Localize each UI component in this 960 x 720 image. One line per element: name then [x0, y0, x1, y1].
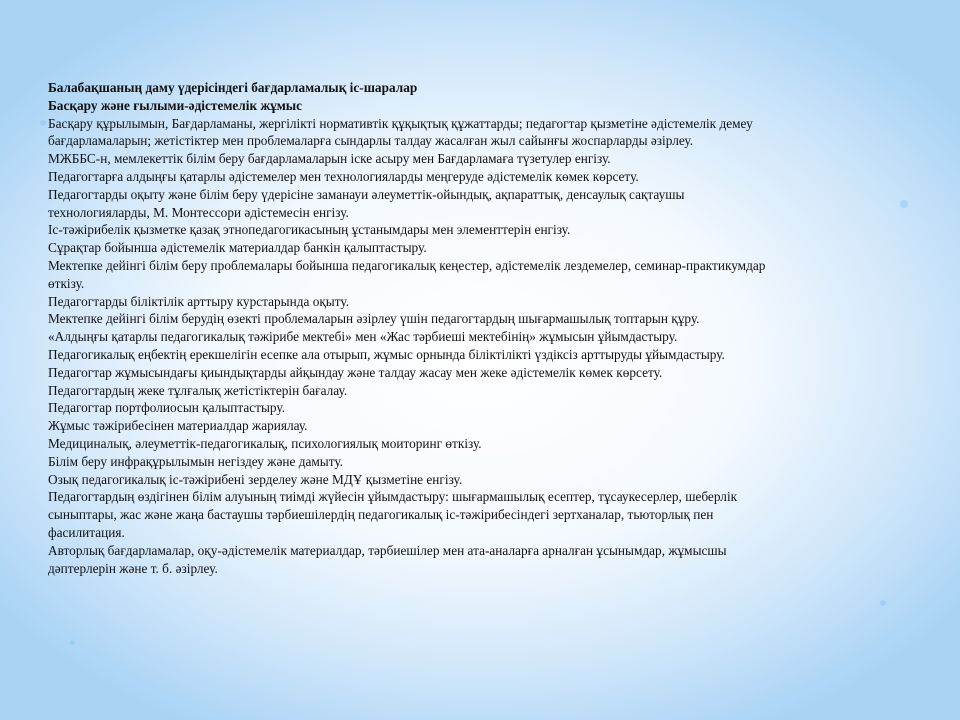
document-title: Балабақшаның даму үдерісіндегі бағдарламалық іс-шаралар [48, 80, 418, 95]
document-line: Педагогикалық еңбектің ерекшелігін есепке ала отырып, жұмыс орнында біліктілікті үздіксіз арттыруды ұйымдастыру. [48, 346, 725, 362]
document-line: Сұрақтар бойынша әдістемелік материалдар банкін қалыптастыру. [48, 240, 427, 256]
document-line: Педагогтардың жеке тұлғалық жетістіктерін бағалау. [48, 382, 348, 398]
document-lines [48, 115, 928, 578]
slide-text-block [48, 79, 928, 577]
document-line: Білім беру инфрақұрылымын негіздеу және дамыту. [48, 453, 343, 469]
document-line: Жұмыс тәжірибесінен материалдар жариялау. [48, 418, 308, 434]
background-sparkle [880, 600, 886, 606]
document-line: Педагогтар жұмысындағы қиындықтарды айқындау және талдау жасау мен жеке әдістемелік көмек көрсету. [48, 364, 663, 380]
document-line: Педагогтар портфолиосын қалыптастыру. [48, 400, 286, 416]
background-sparkle [70, 640, 75, 645]
document-line: Педагогтарды оқыту және білім беру үдерісіне заманауи әлеуметтік-ойындық, ақпараттық, денсаулық сақтаушы [48, 186, 685, 202]
document-line: «Алдыңғы қатарлы педагогикалық тәжірибе мектебі» мен «Жас тәрбиеші мектебінің» жұмысын ұйымдастыру. [48, 329, 678, 345]
document-line: фасилитация. [48, 524, 125, 540]
document-line: Озық педагогикалық іс-тәжірибені зерделеу және МДҰ қызметіне енгізу. [48, 471, 463, 487]
document-line: Мектепке дейінгі білім беру проблемалары бойынша педагогикалық кеңестер, әдістемелік лездемелер, семинар-практикумдар [48, 257, 766, 273]
document-line: Авторлық бағдарламалар, оқу-әдістемелік материалдар, тәрбиешілер мен ата-аналарға арналған ұсынымдар, жұмысшы [48, 542, 727, 558]
document-line: Педагогтарға алдыңғы қатарлы әдістемелер мен технологияларды меңгеруде әдістемелік көмек көрсету. [48, 168, 639, 184]
document-line: өткізу. [48, 275, 85, 291]
document-line: Педагогтардың өздігінен білім алуының тиімді жүйесін ұйымдастыру: шығармашылық есептер, тұсаукесерлер, шеберлік [48, 489, 738, 505]
document-line: дәптерлерін және т. б. әзірлеу. [48, 560, 218, 576]
document-subtitle: Басқару және ғылыми-әдістемелік жұмыс [48, 97, 303, 113]
document-line: МЖББС-н, мемлекеттік білім беру бағдарламаларын іске асыру мен Бағдарламаға түзетулер енгізу. [48, 151, 611, 167]
document-line: Педагогтарды біліктілік арттыру курстарында оқыту. [48, 293, 350, 309]
background-sparkle [40, 120, 46, 126]
document-line: Басқару құрылымын, Бағдарламаны, жергілікті нормативтік құқықтық құжаттарды; педагогтар қызметіне әдістемелік демеу [48, 115, 753, 131]
document-line: Іс-тәжірибелік қызметке қазақ этнопедагогикасының ұстанымдары мен элементтерін енгізу. [48, 222, 571, 238]
document-line: Мектепке дейінгі білім берудің өзекті проблемаларын әзірлеу үшін педагогтардың шығармашылық топтарын құру. [48, 311, 700, 327]
document-line: бағдарламаларын; жетістіктер мен проблемаларға сындарлы талдау жасалған жыл сайынғы жоспарларды әзірлеу. [48, 133, 694, 149]
document-line: Медициналық, әлеуметтік-педагогикалық, психологиялық моиторинг өткізу. [48, 435, 482, 451]
document-line: сыныптары, жас және жаңа бастаушы тәрбиешілердің педагогикалық іс-тәжірибесіндегі зертханалар, тьюторлық пен [48, 507, 714, 523]
document-line: технологияларды, М. Монтессори әдістемесін енгізу. [48, 204, 349, 220]
